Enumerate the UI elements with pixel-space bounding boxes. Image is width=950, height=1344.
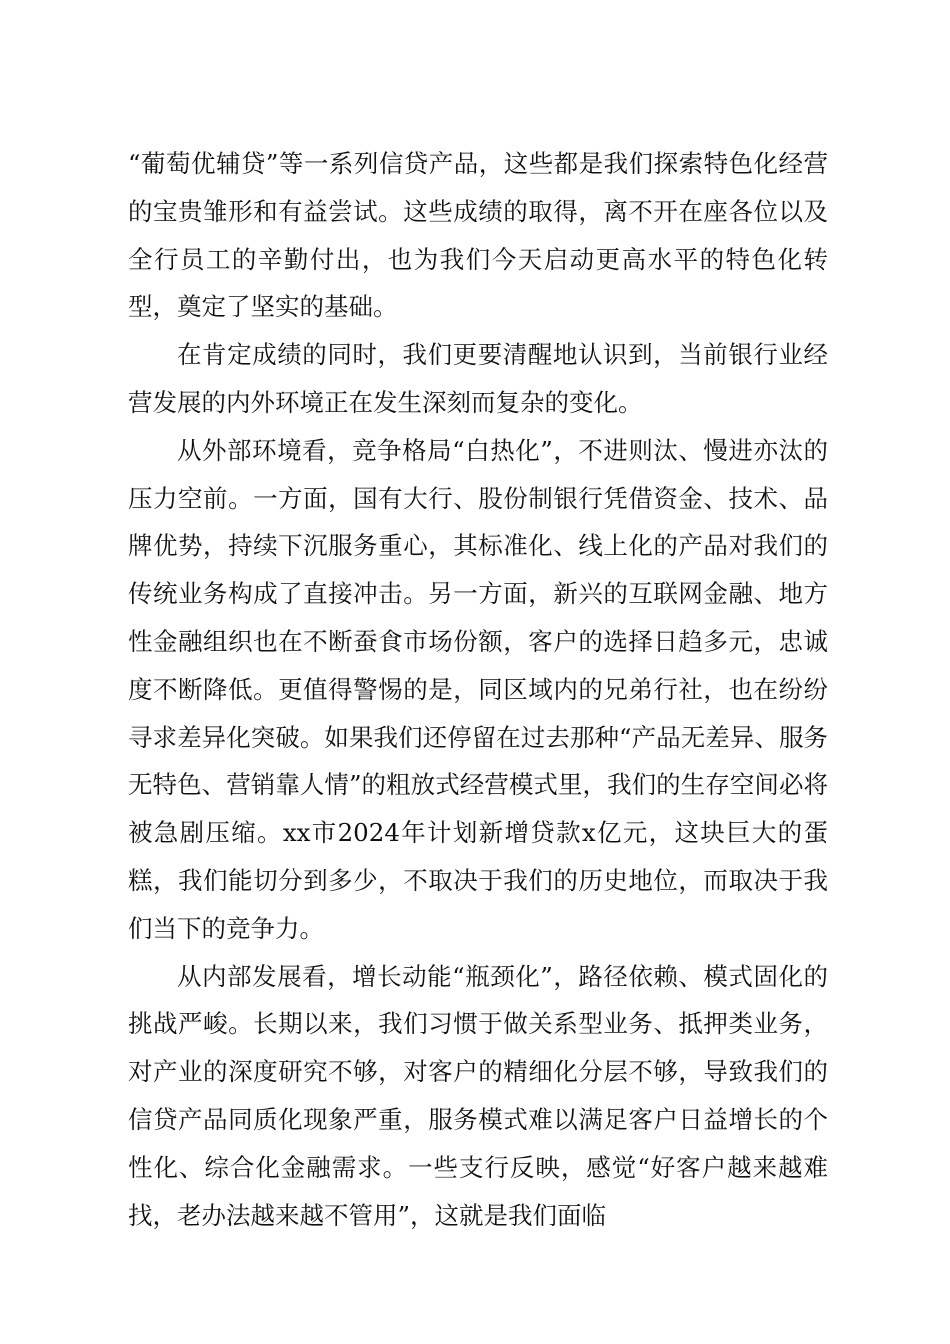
paragraph-2: 在肯定成绩的同时，我们更要清醒地认识到，当前银行业经营发展的内外环境正在发生深刻而复杂的变化。	[128, 340, 828, 417]
document-body	[128, 140, 828, 1239]
paragraph-3: 从外部环境看，竞争格局“白热化”，不进则汰、慢进亦汰的压力空前。一方面，国有大行、股份制银行凭借资金、技术、品牌优势，持续下沉服务重心，其标准化、线上化的产品对我们的传统业务构成了直接冲击。另一方面，新兴的互联网金融、地方性金融组织也在不断蚕食市场份额，客户的选择日趋多元，忠诚度不断降低。更值得警惕的是，同区域内的兄弟行社，也在纷纷寻求差异化突破。如果我们还停留在过去那种“产品无差异、服务无特色、营销靠人情”的粗放式经营模式里，我们的生存空间必将被急剧压缩。xx市2024年计划新增贷款x亿元，这块巨大的蛋糕，我们能切分到多少，不取决于我们的历史地位，而取决于我们当下的竞争力。	[128, 435, 828, 943]
paragraph-1: “葡萄优辅贷”等一系列信贷产品，这些都是我们探索特色化经营的宝贵雏形和有益尝试。这些成绩的取得，离不开在座各位以及全行员工的辛勤付出，也为我们今天启动更高水平的特色化转型，奠定了坚实的基础。	[128, 149, 828, 322]
paragraph-4: 从内部发展看，增长动能“瓶颈化”，路径依赖、模式固化的挑战严峻。长期以来，我们习惯于做关系型业务、抵押类业务，对产业的深度研究不够，对客户的精细化分层不够，导致我们的信贷产品同质化现象严重，服务模式难以满足客户日益增长的个性化、综合化金融需求。一些支行反映，感觉“好客户越来越难找，老办法越来越不管用”，这就是我们面临	[128, 961, 828, 1230]
